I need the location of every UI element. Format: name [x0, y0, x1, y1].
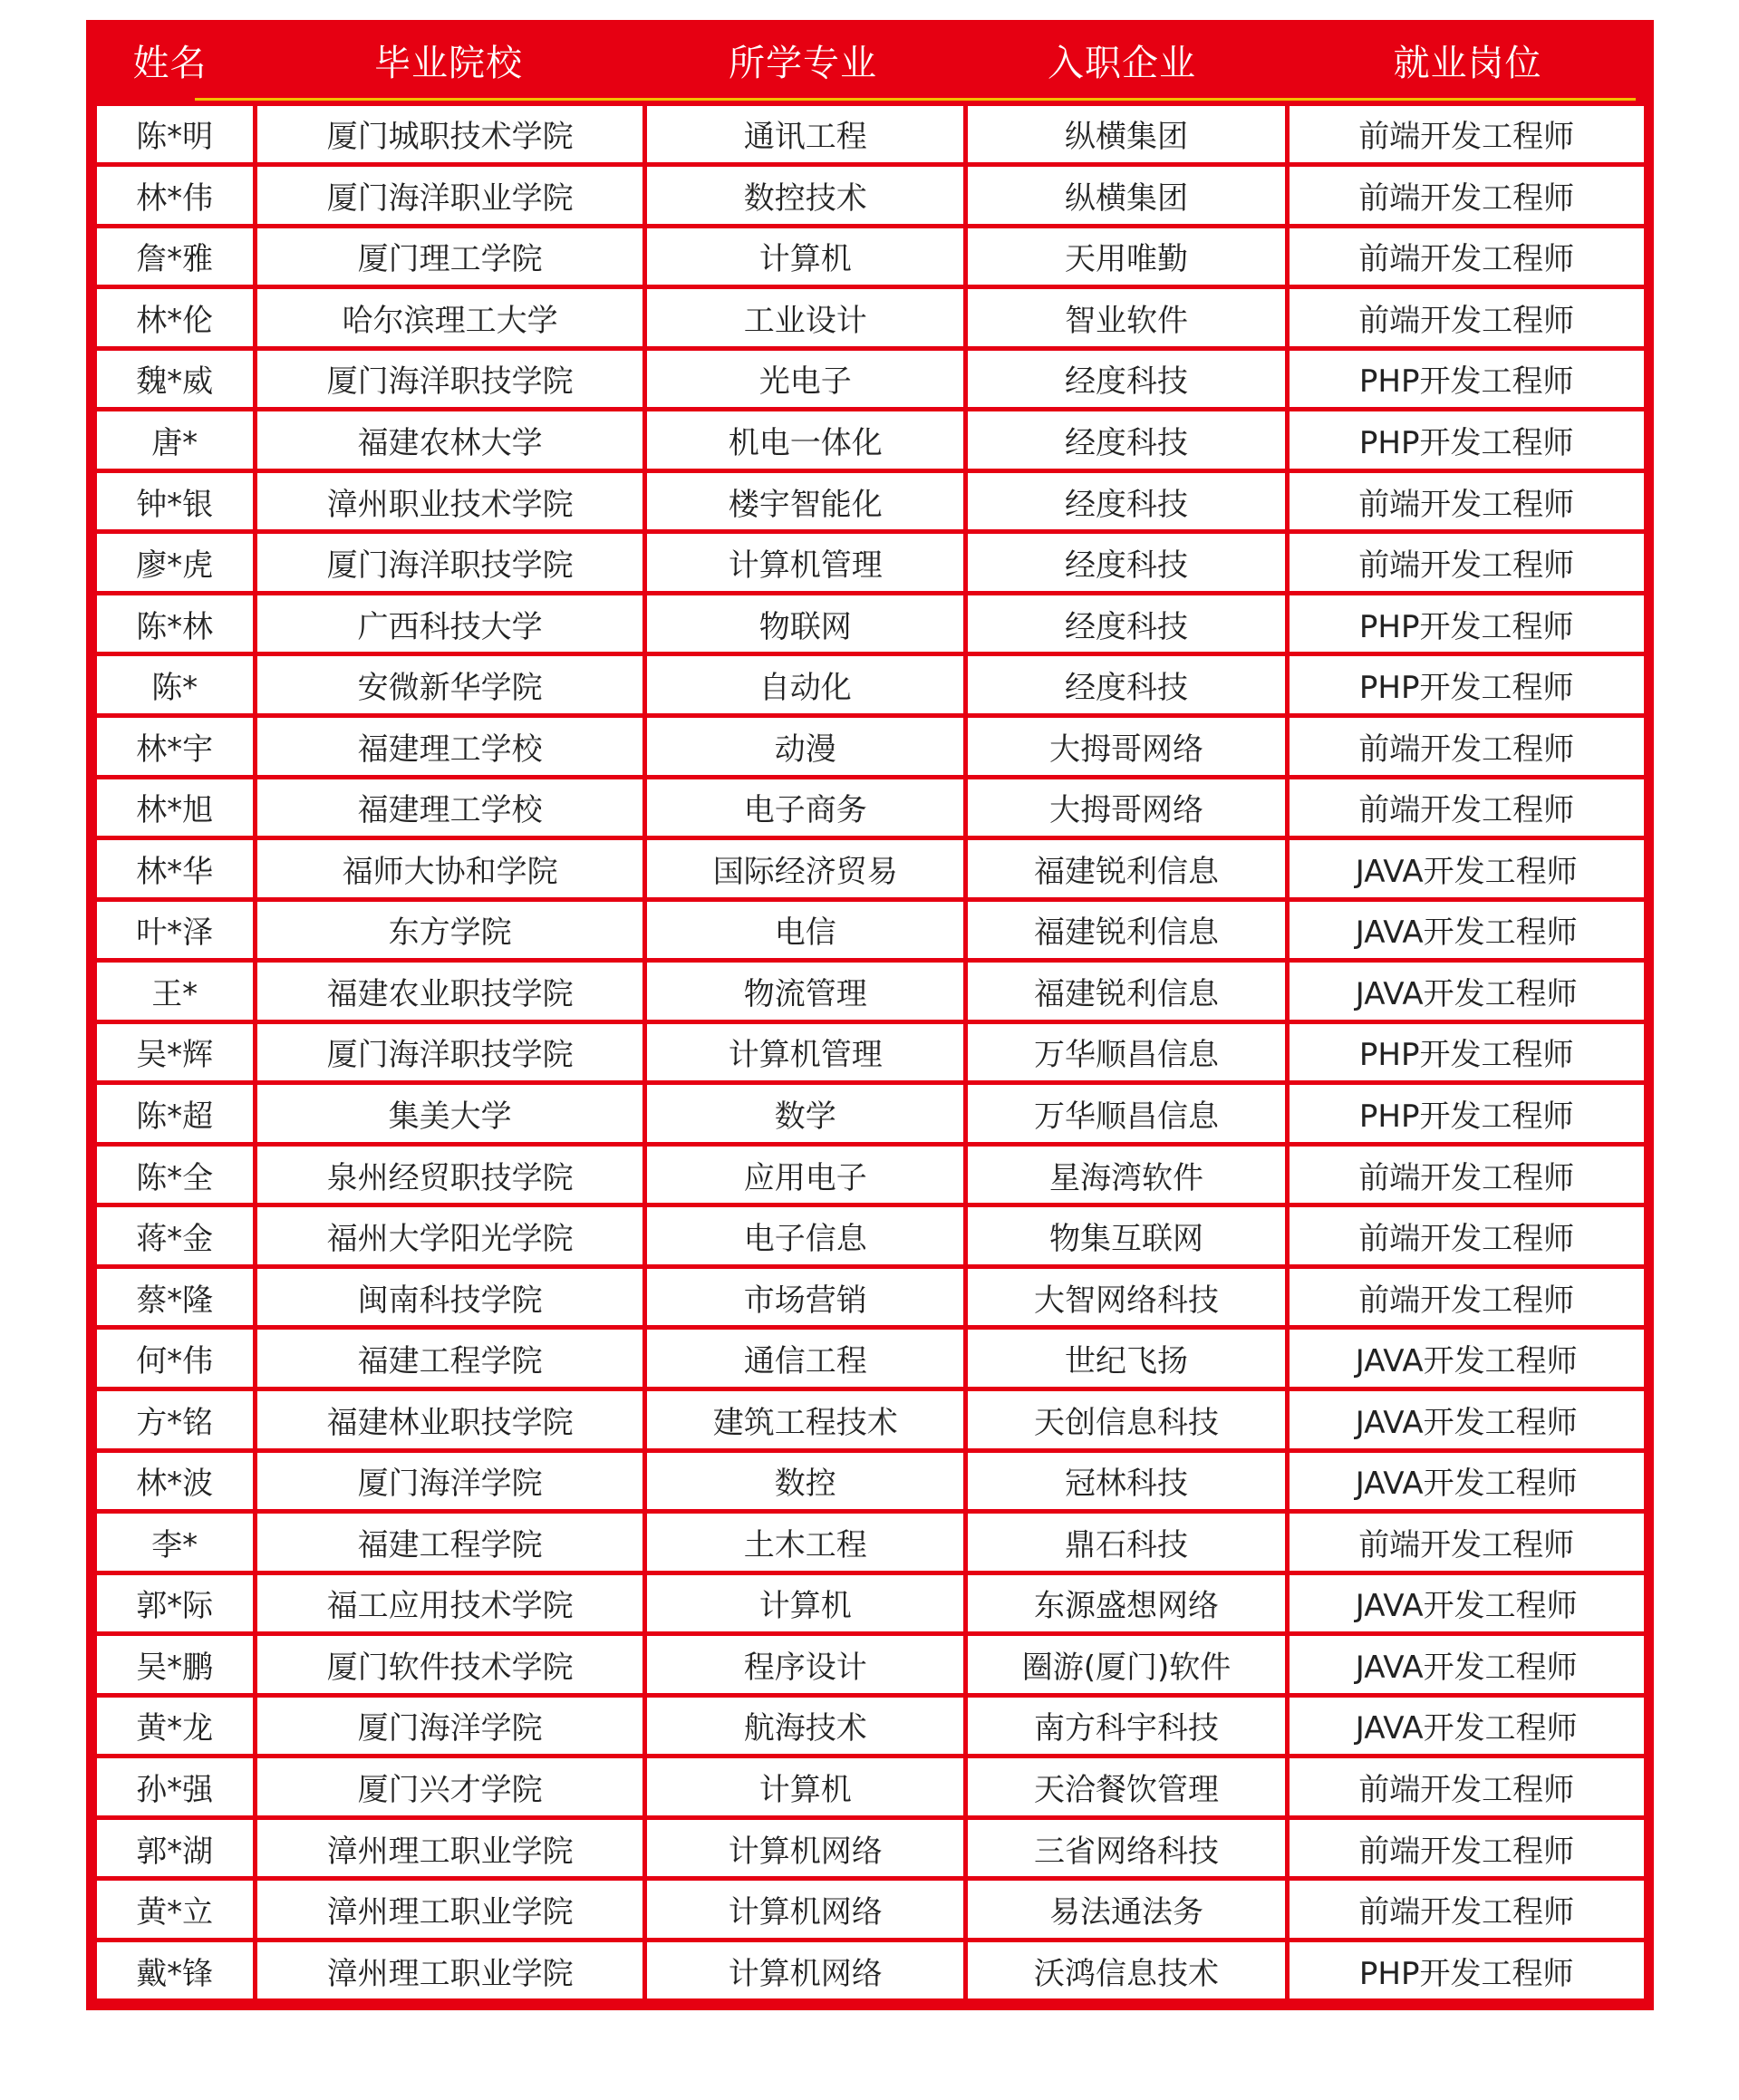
table-row [94, 1756, 1646, 1818]
table-row [94, 103, 1646, 165]
school-cell: 哈尔滨理工大学 [257, 289, 642, 346]
position-cell: 前端开发工程师 [1290, 1881, 1644, 1938]
position-cell: JAVA开发工程师 [1290, 902, 1644, 959]
major-cell: 数学 [647, 1085, 963, 1142]
major-cell: 电信 [647, 902, 963, 959]
major-cell: 土木工程 [647, 1514, 963, 1571]
table-row [94, 715, 1646, 777]
school-cell: 厦门海洋职技学院 [257, 534, 642, 591]
major-cell: 工业设计 [647, 289, 963, 346]
school-cell: 东方学院 [257, 902, 642, 959]
major-cell: 计算机网络 [647, 1942, 963, 1999]
table-row [94, 1389, 1646, 1450]
school-cell: 厦门城职技术学院 [257, 106, 642, 163]
position-cell: PHP开发工程师 [1290, 1024, 1644, 1081]
major-cell: 建筑工程技术 [647, 1391, 963, 1448]
company-cell: 福建锐利信息 [968, 902, 1285, 959]
name-cell: 黄*立 [97, 1881, 253, 1938]
table-row [94, 1879, 1646, 1940]
company-cell: 经度科技 [968, 411, 1285, 469]
major-cell: 计算机管理 [647, 1024, 963, 1081]
major-cell: 市场营销 [647, 1269, 963, 1326]
name-cell: 叶*泽 [97, 902, 253, 959]
company-cell: 天用唯勤 [968, 228, 1285, 285]
name-cell: 魏*威 [97, 351, 253, 408]
position-cell: PHP开发工程师 [1290, 1085, 1644, 1142]
table-row [94, 1695, 1646, 1756]
major-cell: 计算机管理 [647, 534, 963, 591]
position-cell: 前端开发工程师 [1290, 1269, 1644, 1326]
position-cell: 前端开发工程师 [1290, 167, 1644, 224]
name-cell: 林*华 [97, 840, 253, 897]
header-school: 毕业院校 [374, 42, 523, 84]
position-cell: JAVA开发工程师 [1290, 1698, 1644, 1755]
school-cell: 漳州理工职业学院 [257, 1820, 642, 1877]
company-cell: 福建锐利信息 [968, 963, 1285, 1020]
position-cell: JAVA开发工程师 [1290, 1391, 1644, 1448]
name-cell: 戴*锋 [97, 1942, 253, 1999]
position-cell: 前端开发工程师 [1290, 289, 1644, 346]
major-cell: 计算机网络 [647, 1820, 963, 1877]
school-cell: 闽南科技学院 [257, 1269, 642, 1326]
name-cell: 唐* [97, 411, 253, 469]
employment-table [86, 20, 1654, 2010]
company-cell: 圈游(厦门)软件 [968, 1636, 1285, 1693]
table-row [94, 777, 1646, 838]
company-cell: 经度科技 [968, 656, 1285, 713]
school-cell: 福建工程学院 [257, 1514, 642, 1571]
major-cell: 计算机网络 [647, 1881, 963, 1938]
position-cell: 前端开发工程师 [1290, 1758, 1644, 1815]
position-cell: 前端开发工程师 [1290, 228, 1644, 285]
name-cell: 陈* [97, 656, 253, 713]
major-cell: 计算机 [647, 1575, 963, 1632]
company-cell: 大拇哥网络 [968, 718, 1285, 775]
name-cell: 孙*强 [97, 1758, 253, 1815]
table-row [94, 1021, 1646, 1083]
major-cell: 程序设计 [647, 1636, 963, 1693]
major-cell: 电子商务 [647, 779, 963, 837]
table-row [94, 1328, 1646, 1389]
header-underline [195, 98, 1636, 101]
major-cell: 数控 [647, 1453, 963, 1510]
table-row [94, 287, 1646, 349]
school-cell: 厦门海洋职技学院 [257, 351, 642, 408]
major-cell: 自动化 [647, 656, 963, 713]
major-cell: 国际经济贸易 [647, 840, 963, 897]
company-cell: 天洽餐饮管理 [968, 1758, 1285, 1815]
company-cell: 大拇哥网络 [968, 779, 1285, 837]
name-cell: 林*宇 [97, 718, 253, 775]
name-cell: 林*旭 [97, 779, 253, 837]
name-cell: 蒋*金 [97, 1207, 253, 1264]
school-cell: 安微新华学院 [257, 656, 642, 713]
name-cell: 郭*际 [97, 1575, 253, 1632]
school-cell: 厦门兴才学院 [257, 1758, 642, 1815]
position-cell: JAVA开发工程师 [1290, 1575, 1644, 1632]
table-row [94, 226, 1646, 287]
name-cell: 李* [97, 1514, 253, 1571]
company-cell: 南方科宇科技 [968, 1698, 1285, 1755]
table-row [94, 410, 1646, 471]
school-cell: 厦门理工学院 [257, 228, 642, 285]
company-cell: 易法通法务 [968, 1881, 1285, 1938]
header-company: 入职企业 [1048, 42, 1196, 84]
table-row [94, 593, 1646, 654]
table-row [94, 899, 1646, 961]
school-cell: 福工应用技术学院 [257, 1575, 642, 1632]
name-cell: 钟*银 [97, 473, 253, 530]
name-cell: 方*铭 [97, 1391, 253, 1448]
school-cell: 福建林业职技学院 [257, 1391, 642, 1448]
company-cell: 万华顺昌信息 [968, 1024, 1285, 1081]
major-cell: 光电子 [647, 351, 963, 408]
school-cell: 漳州理工职业学院 [257, 1881, 642, 1938]
school-cell: 福师大协和学院 [257, 840, 642, 897]
table-row [94, 532, 1646, 594]
position-cell: PHP开发工程师 [1290, 351, 1644, 408]
position-cell: JAVA开发工程师 [1290, 840, 1644, 897]
table-row [94, 1450, 1646, 1512]
header-position: 就业岗位 [1393, 42, 1542, 84]
company-cell: 纵横集团 [968, 106, 1285, 163]
school-cell: 福建理工学校 [257, 779, 642, 837]
school-cell: 福州大学阳光学院 [257, 1207, 642, 1264]
name-cell: 廖*虎 [97, 534, 253, 591]
name-cell: 林*伦 [97, 289, 253, 346]
school-cell: 厦门海洋学院 [257, 1698, 642, 1755]
name-cell: 王* [97, 963, 253, 1020]
major-cell: 楼宇智能化 [647, 473, 963, 530]
major-cell: 应用电子 [647, 1147, 963, 1204]
company-cell: 经度科技 [968, 473, 1285, 530]
company-cell: 天创信息科技 [968, 1391, 1285, 1448]
table-row [94, 165, 1646, 227]
company-cell: 经度科技 [968, 534, 1285, 591]
school-cell: 福建农业职技学院 [257, 963, 642, 1020]
name-cell: 陈*明 [97, 106, 253, 163]
name-cell: 詹*雅 [97, 228, 253, 285]
major-cell: 物流管理 [647, 963, 963, 1020]
table-row [94, 1266, 1646, 1328]
table-row [94, 1083, 1646, 1145]
position-cell: JAVA开发工程师 [1290, 963, 1644, 1020]
name-cell: 吴*辉 [97, 1024, 253, 1081]
position-cell: PHP开发工程师 [1290, 595, 1644, 653]
position-cell: PHP开发工程师 [1290, 1942, 1644, 1999]
company-cell: 物集互联网 [968, 1207, 1285, 1264]
major-cell: 机电一体化 [647, 411, 963, 469]
major-cell: 数控技术 [647, 167, 963, 224]
name-cell: 蔡*隆 [97, 1269, 253, 1326]
school-cell: 厦门软件技术学院 [257, 1636, 642, 1693]
table-row [94, 470, 1646, 532]
company-cell: 万华顺昌信息 [968, 1085, 1285, 1142]
major-cell: 通信工程 [647, 1330, 963, 1387]
table-row [94, 961, 1646, 1022]
table-row [94, 1144, 1646, 1205]
school-cell: 泉州经贸职技学院 [257, 1147, 642, 1204]
company-cell: 大智网络科技 [968, 1269, 1285, 1326]
table-header [86, 20, 1654, 100]
major-cell: 电子信息 [647, 1207, 963, 1264]
position-cell: JAVA开发工程师 [1290, 1330, 1644, 1387]
name-cell: 黄*龙 [97, 1698, 253, 1755]
school-cell: 福建工程学院 [257, 1330, 642, 1387]
company-cell: 福建锐利信息 [968, 840, 1285, 897]
name-cell: 林*波 [97, 1453, 253, 1510]
name-cell: 陈*全 [97, 1147, 253, 1204]
company-cell: 冠林科技 [968, 1453, 1285, 1510]
major-cell: 计算机 [647, 228, 963, 285]
school-cell: 福建农林大学 [257, 411, 642, 469]
table-row [94, 1512, 1646, 1573]
position-cell: 前端开发工程师 [1290, 718, 1644, 775]
position-cell: 前端开发工程师 [1290, 106, 1644, 163]
company-cell: 纵横集团 [968, 167, 1285, 224]
position-cell: PHP开发工程师 [1290, 411, 1644, 469]
company-cell: 经度科技 [968, 351, 1285, 408]
name-cell: 何*伟 [97, 1330, 253, 1387]
table-row [94, 1634, 1646, 1696]
table-row [94, 654, 1646, 716]
name-cell: 陈*林 [97, 595, 253, 653]
name-cell: 陈*超 [97, 1085, 253, 1142]
position-cell: 前端开发工程师 [1290, 1820, 1644, 1877]
company-cell: 经度科技 [968, 595, 1285, 653]
table-row [94, 348, 1646, 410]
table-row [94, 1817, 1646, 1879]
major-cell: 动漫 [647, 718, 963, 775]
position-cell: JAVA开发工程师 [1290, 1636, 1644, 1693]
major-cell: 物联网 [647, 595, 963, 653]
company-cell: 沃鸿信息技术 [968, 1942, 1285, 1999]
position-cell: PHP开发工程师 [1290, 656, 1644, 713]
major-cell: 计算机 [647, 1758, 963, 1815]
name-cell: 林*伟 [97, 167, 253, 224]
header-major: 所学专业 [729, 42, 877, 84]
school-cell: 集美大学 [257, 1085, 642, 1142]
table-body [94, 103, 1646, 2003]
company-cell: 星海湾软件 [968, 1147, 1285, 1204]
school-cell: 厦门海洋职业学院 [257, 167, 642, 224]
header-name: 姓名 [132, 42, 208, 84]
position-cell: JAVA开发工程师 [1290, 1453, 1644, 1510]
position-cell: 前端开发工程师 [1290, 1147, 1644, 1204]
position-cell: 前端开发工程师 [1290, 779, 1644, 837]
school-cell: 厦门海洋学院 [257, 1453, 642, 1510]
table-row [94, 1940, 1646, 2001]
school-cell: 福建理工学校 [257, 718, 642, 775]
table-row [94, 1573, 1646, 1634]
name-cell: 郭*湖 [97, 1820, 253, 1877]
school-cell: 厦门海洋职技学院 [257, 1024, 642, 1081]
school-cell: 漳州职业技术学院 [257, 473, 642, 530]
company-cell: 鼎石科技 [968, 1514, 1285, 1571]
major-cell: 通讯工程 [647, 106, 963, 163]
position-cell: 前端开发工程师 [1290, 1514, 1644, 1571]
major-cell: 航海技术 [647, 1698, 963, 1755]
position-cell: 前端开发工程师 [1290, 1207, 1644, 1264]
name-cell: 吴*鹏 [97, 1636, 253, 1693]
school-cell: 广西科技大学 [257, 595, 642, 653]
company-cell: 东源盛想网络 [968, 1575, 1285, 1632]
table-row [94, 1205, 1646, 1267]
company-cell: 智业软件 [968, 289, 1285, 346]
position-cell: 前端开发工程师 [1290, 534, 1644, 591]
company-cell: 三省网络科技 [968, 1820, 1285, 1877]
position-cell: 前端开发工程师 [1290, 473, 1644, 530]
table-row [94, 838, 1646, 900]
school-cell: 漳州理工职业学院 [257, 1942, 642, 1999]
company-cell: 世纪飞扬 [968, 1330, 1285, 1387]
